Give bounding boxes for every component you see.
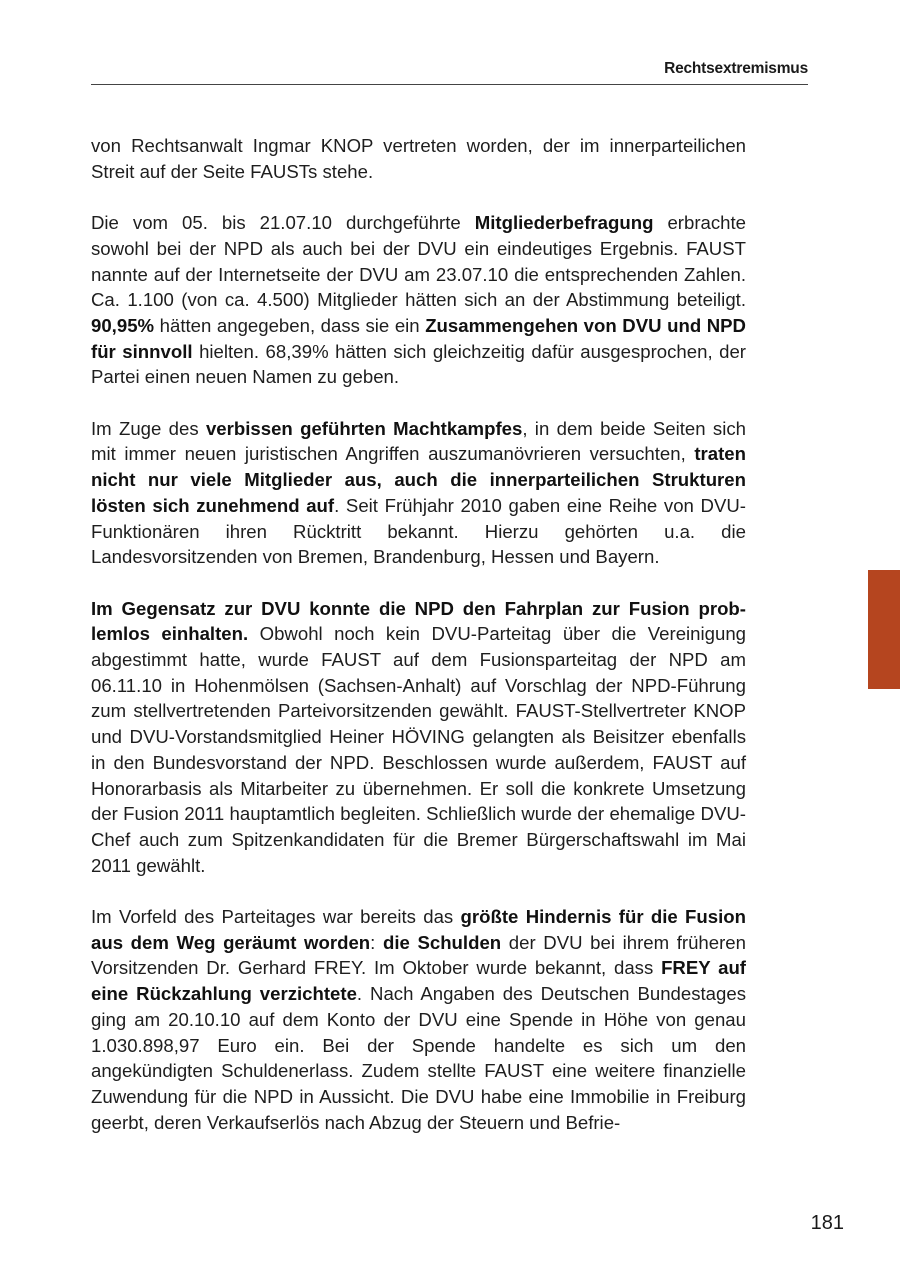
text-run: Im Zuge des [91, 417, 206, 439]
text-run: , in dem beide Seiten sich mit immer neuen juristischen Angriffen auszumanövrieren versuchten, [91, 417, 746, 465]
paragraph [91, 133, 746, 184]
text-run: erbrachte sowohl bei der NPD als auch bei der DVU ein eindeutiges Ergebnis. FAUST nannte auf der Internetseite der DVU am 23.07.10 die entsprechenden Zahlen. Ca. 1.100 (von ca. 4.500) Mitglieder hätten sich an der Abstimmung beteiligt. [91, 212, 746, 311]
body-text [91, 133, 746, 1161]
text-run: . Nach Angaben des Deutschen Bundestages ging am 20.10.10 auf dem Konto der DVU eine Spende in Höhe von genau 1.030.898,97 Euro ein. Bei der Spende handelte es sich um den angekündigten Schuldenerlass. Zudem stellte FAUST eine weitere finanzielle Zuwendung für die NPD in Aussicht. Die DVU habe eine Immobilie in Freiburg geerbt, deren Verkaufserlös nach Abzug der Steuern und Befrie- [91, 983, 746, 1133]
bold-text: FREY auf eine Rückzahlung verzichtete [91, 957, 747, 1005]
text-run: Die vom 05. bis 21.07.10 durchgeführte [91, 212, 475, 234]
bold-text: Mitgliederbefragung [474, 212, 654, 234]
paragraph [91, 596, 746, 879]
bold-text: die Schulden [382, 931, 502, 953]
page-number: 181 [810, 1212, 844, 1234]
bold-text: Zusammengehen von DVU und NPD für sinnvoll [91, 314, 746, 362]
bold-text: größte Hindernis für die Fusion aus dem Weg geräumt worden [91, 906, 746, 953]
header-rule [91, 84, 808, 85]
bold-text: traten nicht nur viele Mitglieder aus, auch die innerparteilichen Strukturen lösten sich zunehmend auf [91, 443, 746, 516]
text-run: hielten. 68,39% hätten sich gleichzeitig dafür ausgesprochen, der Partei einen neuen Namen zu geben. [91, 340, 746, 388]
paragraph [91, 210, 746, 390]
running-header: Rechtsextremismus [664, 60, 808, 77]
bold-text: verbissen geführten Machtkampfes [205, 417, 523, 439]
text-run: Im Vorfeld des Parteitages war bereits das [91, 906, 461, 928]
bold-text: Im Gegensatz zur DVU konnte die NPD den Fahrplan zur Fusion problemlos einhalten. [91, 597, 746, 645]
text-run: : [370, 931, 383, 953]
text-run: Obwohl noch kein DVU-Parteitag über die Vereinigung abgestimmt hatte, wurde FAUST auf dem Fusionsparteitag der NPD am 06.11.10 in Hohenmölsen (Sachsen-Anhalt) auf Vorschlag der NPD-Führung zum stellvertretenden Parteivorsitzenden gewählt. FAUST-Stellvertreter KNOP und DVU-Vorstandsmitglied Heiner HÖVING gelangten als Beisitzer ebenfalls in den Bundesvorstand der NPD. Beschlossen wurde außerdem, FAUST auf Honorarbasis als Mitarbeiter zu übernehmen. Er soll die konkrete Umsetzung der Fusion 2011 hauptamtlich begleiten. Schließlich wurde der ehemalige DVU-Chef auch zum Spitzenkandidaten für die Bremer Bürgerschaftswahl im Mai 2011 gewählt. [91, 623, 746, 876]
text-run: von Rechtsanwalt Ingmar KNOP vertreten worden, der im innerparteilichen Streit auf der Seite FAUSTs stehe. [91, 135, 746, 182]
paragraph [91, 904, 746, 1135]
bold-text: 90,95% [91, 314, 155, 336]
text-run: der DVU bei ihrem früheren Vorsitzenden Dr. Gerhard FREY. Im Oktober wurde bekannt, dass [91, 931, 746, 979]
paragraph [91, 416, 746, 570]
chapter-thumb-tab [868, 570, 900, 689]
text-run: hätten angegeben, dass sie ein [154, 314, 426, 336]
text-run: . Seit Frühjahr 2010 gaben eine Reihe von DVU-Funktionären ihren Rücktritt bekannt. Hierzu gehörten u.a. die Landesvorsitzenden von Bremen, Brandenburg, Hessen und Bayern. [91, 494, 746, 568]
